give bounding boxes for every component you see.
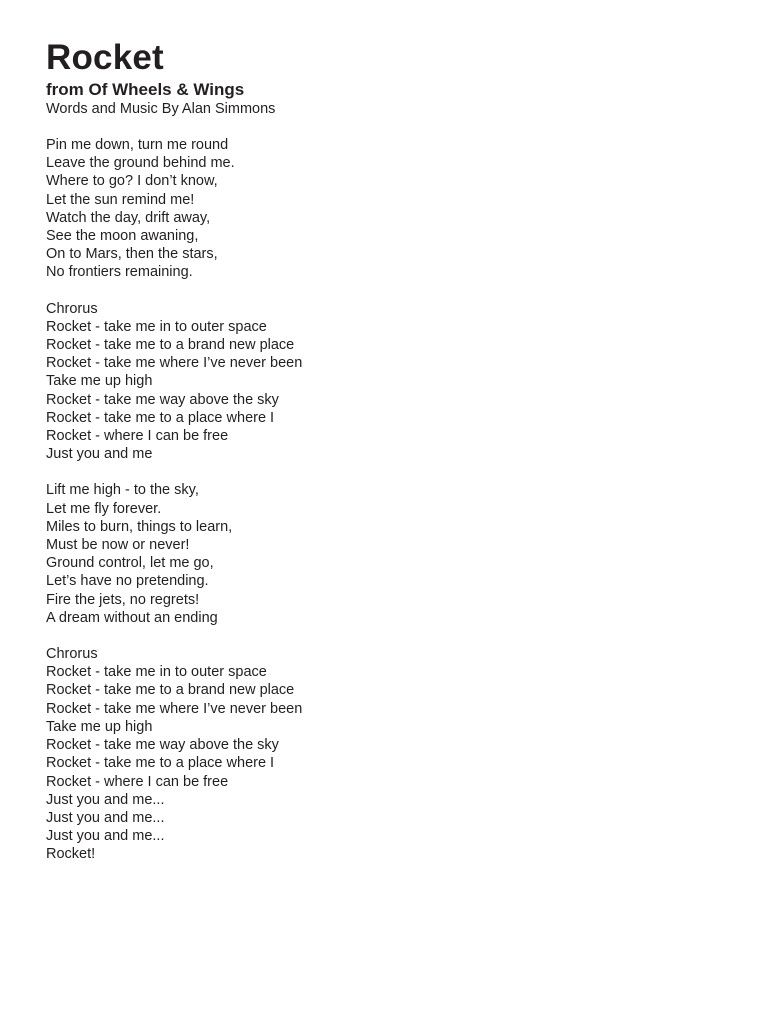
lyric-line: Rocket - where I can be free <box>46 428 229 445</box>
lyric-line: Chrorus <box>46 300 98 317</box>
lyric-line: Rocket! <box>46 846 96 863</box>
lyric-line: Let’s have no pretending. <box>46 573 209 590</box>
lyric-line: Take me up high <box>46 373 153 390</box>
lyric-line: Rocket - take me to a brand new place <box>46 337 295 354</box>
stanza <box>46 645 726 863</box>
lyric-line: Chrorus <box>46 646 98 663</box>
lyric-line: Rocket - take me in to outer space <box>46 318 267 335</box>
stanza <box>46 300 726 464</box>
lyric-line: Rocket - take me in to outer space <box>46 664 267 681</box>
lyric-line: Just you and me... <box>46 791 165 808</box>
song-title: Rocket <box>46 38 164 77</box>
lyric-line: Rocket - take me to a place where I <box>46 755 275 772</box>
lyric-line: Miles to burn, things to learn, <box>46 518 233 535</box>
lyric-line: Lift me high - to the sky, <box>46 482 199 499</box>
lyrics-body <box>46 136 726 864</box>
lyric-line: Pin me down, turn me round <box>46 137 229 153</box>
lyric-line: Just you and me... <box>46 828 165 845</box>
lyrics-sheet <box>46 36 726 882</box>
lyric-line: Rocket - take me where I’ve never been <box>46 700 303 717</box>
lyric-line: Fire the jets, no regrets! <box>46 591 200 608</box>
song-credits: Words and Music By Alan Simmons <box>46 101 276 117</box>
lyric-line: A dream without an ending <box>46 609 218 626</box>
lyric-line: Rocket - take me way above the sky <box>46 737 279 754</box>
lyric-line: On to Mars, then the stars, <box>46 246 218 263</box>
lyric-line: See the moon awaning, <box>46 228 199 245</box>
lyric-line: Watch the day, drift away, <box>46 209 211 226</box>
lyric-line: Let the sun remind me! <box>46 191 195 208</box>
lyric-line: Rocket - take me to a brand new place <box>46 682 295 699</box>
lyric-line: Just you and me <box>46 446 153 463</box>
lyric-line: No frontiers remaining. <box>46 264 193 281</box>
lyric-line: Rocket - take me where I’ve never been <box>46 355 303 372</box>
lyric-line: Rocket - where I can be free <box>46 773 229 790</box>
lyric-line: Leave the ground behind me. <box>46 155 235 172</box>
lyric-line: Rocket - take me to a place where I <box>46 409 275 426</box>
lyric-line: Just you and me... <box>46 809 165 826</box>
lyric-line: Ground control, let me go, <box>46 555 214 572</box>
lyric-line: Let me fly forever. <box>46 500 162 517</box>
song-subtitle: from Of Wheels & Wings <box>46 80 245 99</box>
lyric-line: Take me up high <box>46 718 153 735</box>
lyric-line: Rocket - take me way above the sky <box>46 391 279 408</box>
stanza <box>46 136 726 282</box>
lyric-line: Must be now or never! <box>46 537 190 554</box>
stanza <box>46 481 726 627</box>
lyric-line: Where to go? I don’t know, <box>46 173 218 190</box>
